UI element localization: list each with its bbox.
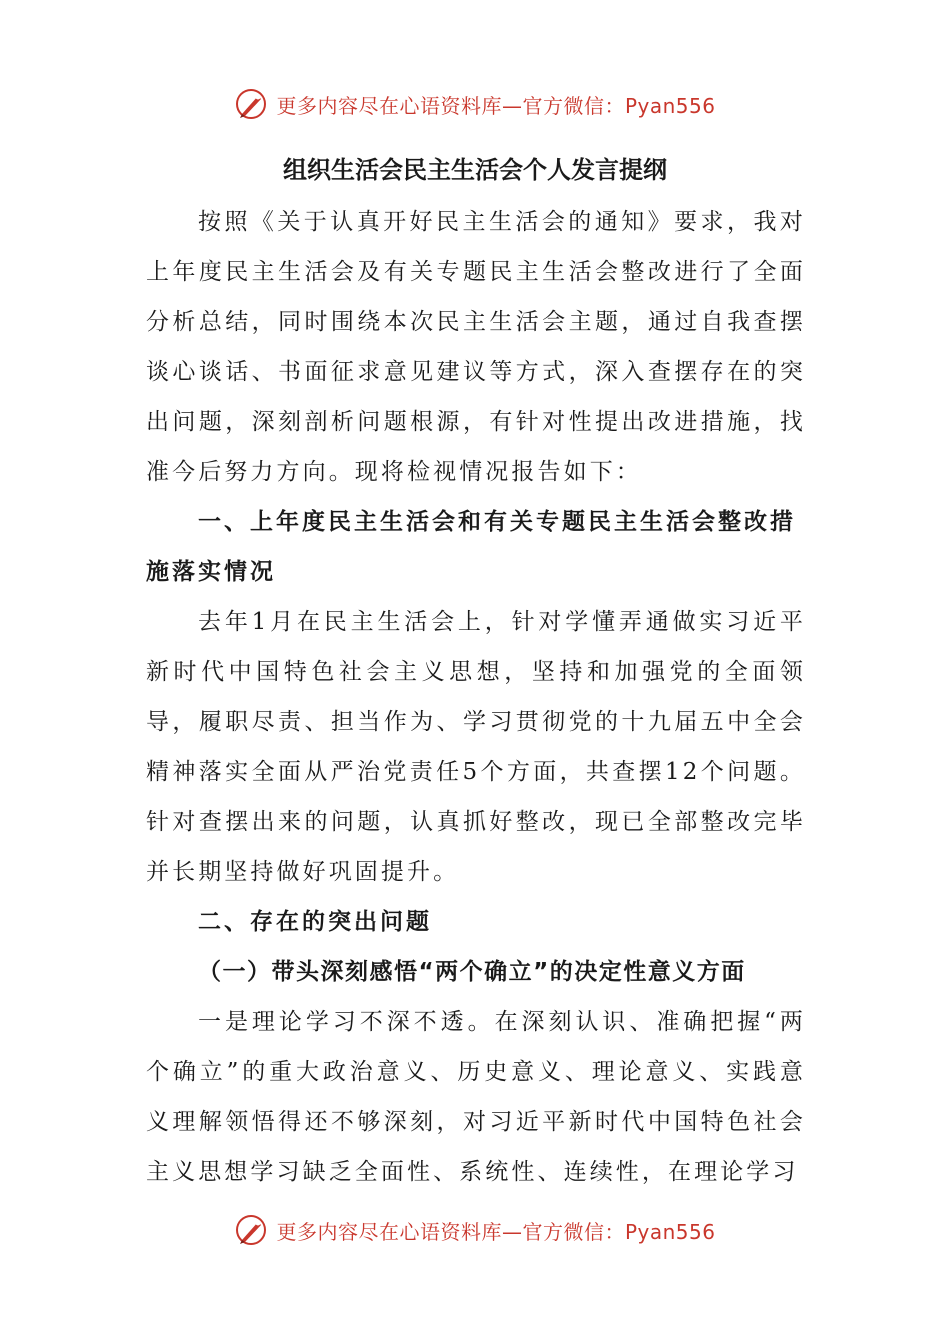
section-1-paragraph: 去年1月在民主生活会上，针对学懂弄通做实习近平新时代中国特色社会主义思想，坚持和加强党的全面领导，履职尽责、担当作为、学习贯彻党的十九届五中全会精神落实全面从严治党责任5个方面，共查摆12个问题。针对查摆出来的问题，认真抓好整改，现已全部整改完毕并长期坚持做好巩固提升。 [146,609,806,885]
watermark-dash: — [501,93,523,118]
document-body [146,197,806,1197]
section-2-heading: 二、存在的突出问题 [198,909,432,935]
header-watermark-banner [0,84,950,124]
watermark-text [276,1216,715,1245]
watermark-dash: — [501,1219,523,1244]
watermark-wechat: 官方微信：Pyan556 [522,1219,716,1244]
watermark-slogan: 更多内容尽在心语资料库 [276,93,502,118]
intro-paragraph: 按照《关于认真开好民主生活会的通知》要求，我对上年度民主生活会及有关专题民主生活会整改进行了全面分析总结，同时围绕本次民主生活会主题，通过自我查摆谈心谈话、书面征求意见建议等方式，深入查摆存在的突出问题，深刻剖析问题根源，有针对性提出改进措施，找准今后努力方向。现将检视情况报告如下： [146,209,806,485]
footer-watermark-banner [0,1210,950,1250]
section-1-heading: 一、上年度民主生活会和有关专题民主生活会整改措施落实情况 [146,509,796,585]
pen-logo-icon [234,1213,268,1247]
subsection-1-heading: （一）带头深刻感悟“两个确立”的决定性意义方面 [198,959,746,985]
document-title: 组织生活会民主生活会个人发言提纲 [283,156,667,184]
watermark-text [276,90,715,119]
pen-logo-icon [234,87,268,121]
subsection-1-paragraph: 一是理论学习不深不透。在深刻认识、准确把握“两个确立”的重大政治意义、历史意义、理论意义、实践意义理解领悟得还不够深刻，对习近平新时代中国特色社会主义思想学习缺乏全面性、系统性、连续性，在理论学习 [146,1009,806,1185]
watermark-wechat: 官方微信：Pyan556 [522,93,716,118]
watermark-slogan: 更多内容尽在心语资料库 [276,1219,502,1244]
